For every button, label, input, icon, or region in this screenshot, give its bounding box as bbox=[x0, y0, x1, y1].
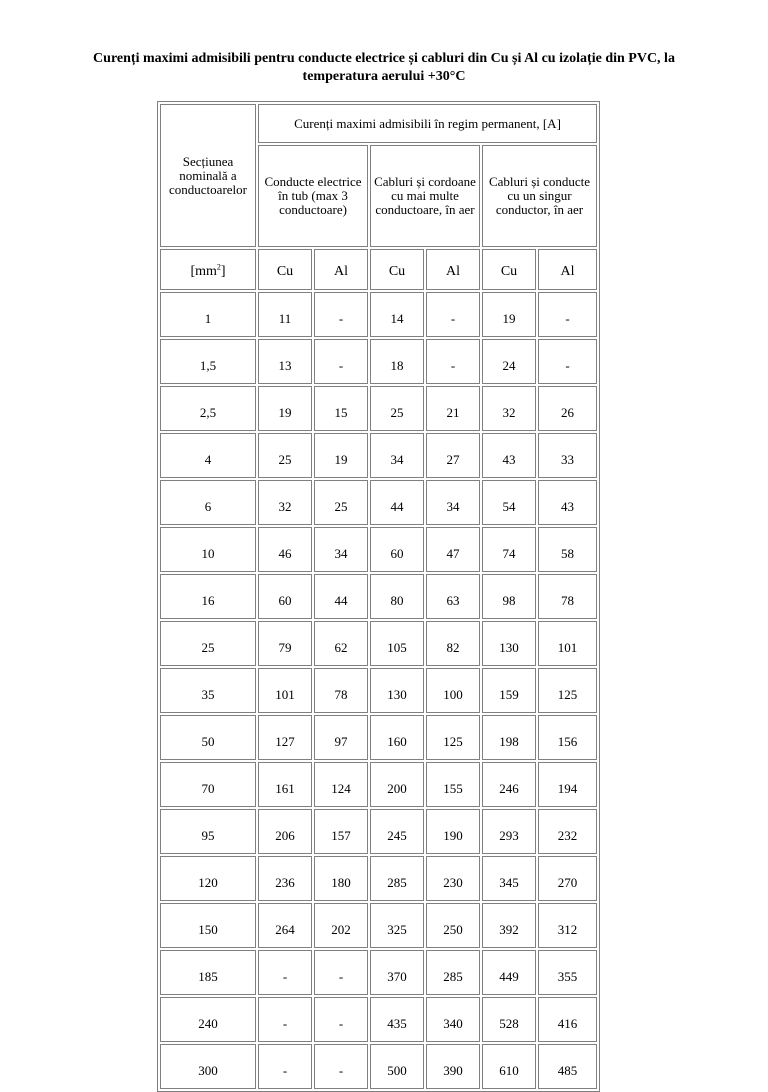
table-body bbox=[160, 104, 597, 1089]
table-row bbox=[160, 527, 597, 572]
value-cell: - bbox=[258, 950, 312, 995]
group-header-conduit: Conducte electrice în tub (max 3 conductoare) bbox=[258, 145, 368, 247]
value-cell: 19 bbox=[258, 386, 312, 431]
value-cell: - bbox=[538, 339, 597, 384]
unit-cell bbox=[160, 249, 256, 290]
value-cell: 60 bbox=[258, 574, 312, 619]
metal-cell: Al bbox=[426, 249, 480, 290]
value-cell: 610 bbox=[482, 1044, 536, 1089]
metal-cell: Cu bbox=[258, 249, 312, 290]
value-cell: 82 bbox=[426, 621, 480, 666]
value-cell: 155 bbox=[426, 762, 480, 807]
value-cell: 58 bbox=[538, 527, 597, 572]
value-cell: 485 bbox=[538, 1044, 597, 1089]
value-cell: 19 bbox=[314, 433, 368, 478]
value-cell: 44 bbox=[314, 574, 368, 619]
value-cell: 32 bbox=[258, 480, 312, 525]
value-cell: 26 bbox=[538, 386, 597, 431]
section-cell: 1 bbox=[160, 292, 256, 337]
value-cell: 13 bbox=[258, 339, 312, 384]
table-row bbox=[160, 574, 597, 619]
value-cell: 63 bbox=[426, 574, 480, 619]
value-cell: 62 bbox=[314, 621, 368, 666]
value-cell: 390 bbox=[426, 1044, 480, 1089]
value-cell: - bbox=[314, 997, 368, 1042]
value-cell: 264 bbox=[258, 903, 312, 948]
table-row bbox=[160, 433, 597, 478]
value-cell: 270 bbox=[538, 856, 597, 901]
table-row bbox=[160, 715, 597, 760]
table-row bbox=[160, 386, 597, 431]
value-cell: 206 bbox=[258, 809, 312, 854]
metal-cell: Al bbox=[538, 249, 597, 290]
unit-row bbox=[160, 249, 597, 290]
section-cell: 150 bbox=[160, 903, 256, 948]
header-row-top bbox=[160, 104, 597, 143]
value-cell: 285 bbox=[426, 950, 480, 995]
value-cell: 78 bbox=[314, 668, 368, 713]
value-cell: 340 bbox=[426, 997, 480, 1042]
value-cell: 312 bbox=[538, 903, 597, 948]
value-cell: 14 bbox=[370, 292, 424, 337]
value-cell: 130 bbox=[370, 668, 424, 713]
value-cell: 24 bbox=[482, 339, 536, 384]
value-cell: 159 bbox=[482, 668, 536, 713]
table-row bbox=[160, 292, 597, 337]
value-cell: - bbox=[258, 997, 312, 1042]
value-cell: 98 bbox=[482, 574, 536, 619]
value-cell: 34 bbox=[314, 527, 368, 572]
unit-superscript: 2 bbox=[216, 261, 221, 271]
value-cell: 21 bbox=[426, 386, 480, 431]
value-cell: 392 bbox=[482, 903, 536, 948]
section-cell: 120 bbox=[160, 856, 256, 901]
unit-close: ] bbox=[220, 263, 226, 279]
value-cell: - bbox=[426, 339, 480, 384]
table-row bbox=[160, 668, 597, 713]
value-cell: 435 bbox=[370, 997, 424, 1042]
value-cell: 236 bbox=[258, 856, 312, 901]
section-cell: 2,5 bbox=[160, 386, 256, 431]
table-row bbox=[160, 339, 597, 384]
current-rating-table bbox=[157, 101, 600, 1092]
value-cell: 345 bbox=[482, 856, 536, 901]
section-cell: 70 bbox=[160, 762, 256, 807]
value-cell: 78 bbox=[538, 574, 597, 619]
value-cell: 60 bbox=[370, 527, 424, 572]
value-cell: - bbox=[258, 1044, 312, 1089]
table-row bbox=[160, 903, 597, 948]
metal-cell: Al bbox=[314, 249, 368, 290]
section-cell: 240 bbox=[160, 997, 256, 1042]
table-row bbox=[160, 1044, 597, 1089]
value-cell: 198 bbox=[482, 715, 536, 760]
group-header-singlecore: Cabluri și conducte cu un singur conductor, în aer bbox=[482, 145, 597, 247]
value-cell: 232 bbox=[538, 809, 597, 854]
value-cell: 370 bbox=[370, 950, 424, 995]
value-cell: 130 bbox=[482, 621, 536, 666]
table-row bbox=[160, 950, 597, 995]
value-cell: - bbox=[314, 292, 368, 337]
value-cell: - bbox=[426, 292, 480, 337]
value-cell: 33 bbox=[538, 433, 597, 478]
document-title bbox=[40, 50, 728, 86]
value-cell: 43 bbox=[538, 480, 597, 525]
value-cell: 285 bbox=[370, 856, 424, 901]
value-cell: 230 bbox=[426, 856, 480, 901]
value-cell: 202 bbox=[314, 903, 368, 948]
section-cell: 16 bbox=[160, 574, 256, 619]
value-cell: 124 bbox=[314, 762, 368, 807]
value-cell: 25 bbox=[314, 480, 368, 525]
section-cell: 95 bbox=[160, 809, 256, 854]
value-cell: - bbox=[314, 339, 368, 384]
section-cell: 300 bbox=[160, 1044, 256, 1089]
value-cell: - bbox=[314, 950, 368, 995]
metal-cell: Cu bbox=[370, 249, 424, 290]
value-cell: 97 bbox=[314, 715, 368, 760]
value-cell: 528 bbox=[482, 997, 536, 1042]
section-cell: 25 bbox=[160, 621, 256, 666]
value-cell: 157 bbox=[314, 809, 368, 854]
value-cell: 100 bbox=[426, 668, 480, 713]
value-cell: 125 bbox=[426, 715, 480, 760]
value-cell: 250 bbox=[426, 903, 480, 948]
value-cell: 245 bbox=[370, 809, 424, 854]
value-cell: 416 bbox=[538, 997, 597, 1042]
main-header-cell: Curenți maximi admisibili în regim permanent, [A] bbox=[258, 104, 597, 143]
title-line-1: Curenți maximi admisibili pentru conducte electrice și cabluri din Cu și Al cu izolație din PVC, la bbox=[93, 51, 675, 66]
value-cell: 325 bbox=[370, 903, 424, 948]
value-cell: 46 bbox=[258, 527, 312, 572]
section-cell: 6 bbox=[160, 480, 256, 525]
value-cell: 32 bbox=[482, 386, 536, 431]
value-cell: - bbox=[538, 292, 597, 337]
group-header-multicore: Cabluri și cordoane cu mai multe conductoare, în aer bbox=[370, 145, 480, 247]
value-cell: 54 bbox=[482, 480, 536, 525]
value-cell: 44 bbox=[370, 480, 424, 525]
value-cell: 79 bbox=[258, 621, 312, 666]
section-cell: 185 bbox=[160, 950, 256, 995]
unit-label: [mm bbox=[190, 263, 217, 279]
value-cell: 19 bbox=[482, 292, 536, 337]
table-row bbox=[160, 621, 597, 666]
section-cell: 1,5 bbox=[160, 339, 256, 384]
value-cell: 25 bbox=[370, 386, 424, 431]
section-cell: 10 bbox=[160, 527, 256, 572]
value-cell: 25 bbox=[258, 433, 312, 478]
value-cell: 11 bbox=[258, 292, 312, 337]
section-cell: 35 bbox=[160, 668, 256, 713]
value-cell: - bbox=[314, 1044, 368, 1089]
value-cell: 293 bbox=[482, 809, 536, 854]
value-cell: 47 bbox=[426, 527, 480, 572]
value-cell: 27 bbox=[426, 433, 480, 478]
section-cell: 50 bbox=[160, 715, 256, 760]
value-cell: 500 bbox=[370, 1044, 424, 1089]
value-cell: 355 bbox=[538, 950, 597, 995]
value-cell: 161 bbox=[258, 762, 312, 807]
value-cell: 156 bbox=[538, 715, 597, 760]
value-cell: 125 bbox=[538, 668, 597, 713]
value-cell: 180 bbox=[314, 856, 368, 901]
value-cell: 101 bbox=[258, 668, 312, 713]
value-cell: 246 bbox=[482, 762, 536, 807]
section-cell: 4 bbox=[160, 433, 256, 478]
value-cell: 101 bbox=[538, 621, 597, 666]
table-row bbox=[160, 856, 597, 901]
value-cell: 80 bbox=[370, 574, 424, 619]
metal-cell: Cu bbox=[482, 249, 536, 290]
value-cell: 18 bbox=[370, 339, 424, 384]
value-cell: 194 bbox=[538, 762, 597, 807]
section-header-cell: Secțiunea nominală a conductoarelor bbox=[160, 104, 256, 247]
table-row bbox=[160, 480, 597, 525]
value-cell: 15 bbox=[314, 386, 368, 431]
title-line-2: temperatura aerului +30°C bbox=[302, 69, 466, 84]
value-cell: 34 bbox=[426, 480, 480, 525]
table-row bbox=[160, 997, 597, 1042]
value-cell: 160 bbox=[370, 715, 424, 760]
value-cell: 105 bbox=[370, 621, 424, 666]
value-cell: 127 bbox=[258, 715, 312, 760]
value-cell: 34 bbox=[370, 433, 424, 478]
value-cell: 74 bbox=[482, 527, 536, 572]
value-cell: 190 bbox=[426, 809, 480, 854]
table-row bbox=[160, 809, 597, 854]
value-cell: 449 bbox=[482, 950, 536, 995]
value-cell: 43 bbox=[482, 433, 536, 478]
value-cell: 200 bbox=[370, 762, 424, 807]
table-row bbox=[160, 762, 597, 807]
